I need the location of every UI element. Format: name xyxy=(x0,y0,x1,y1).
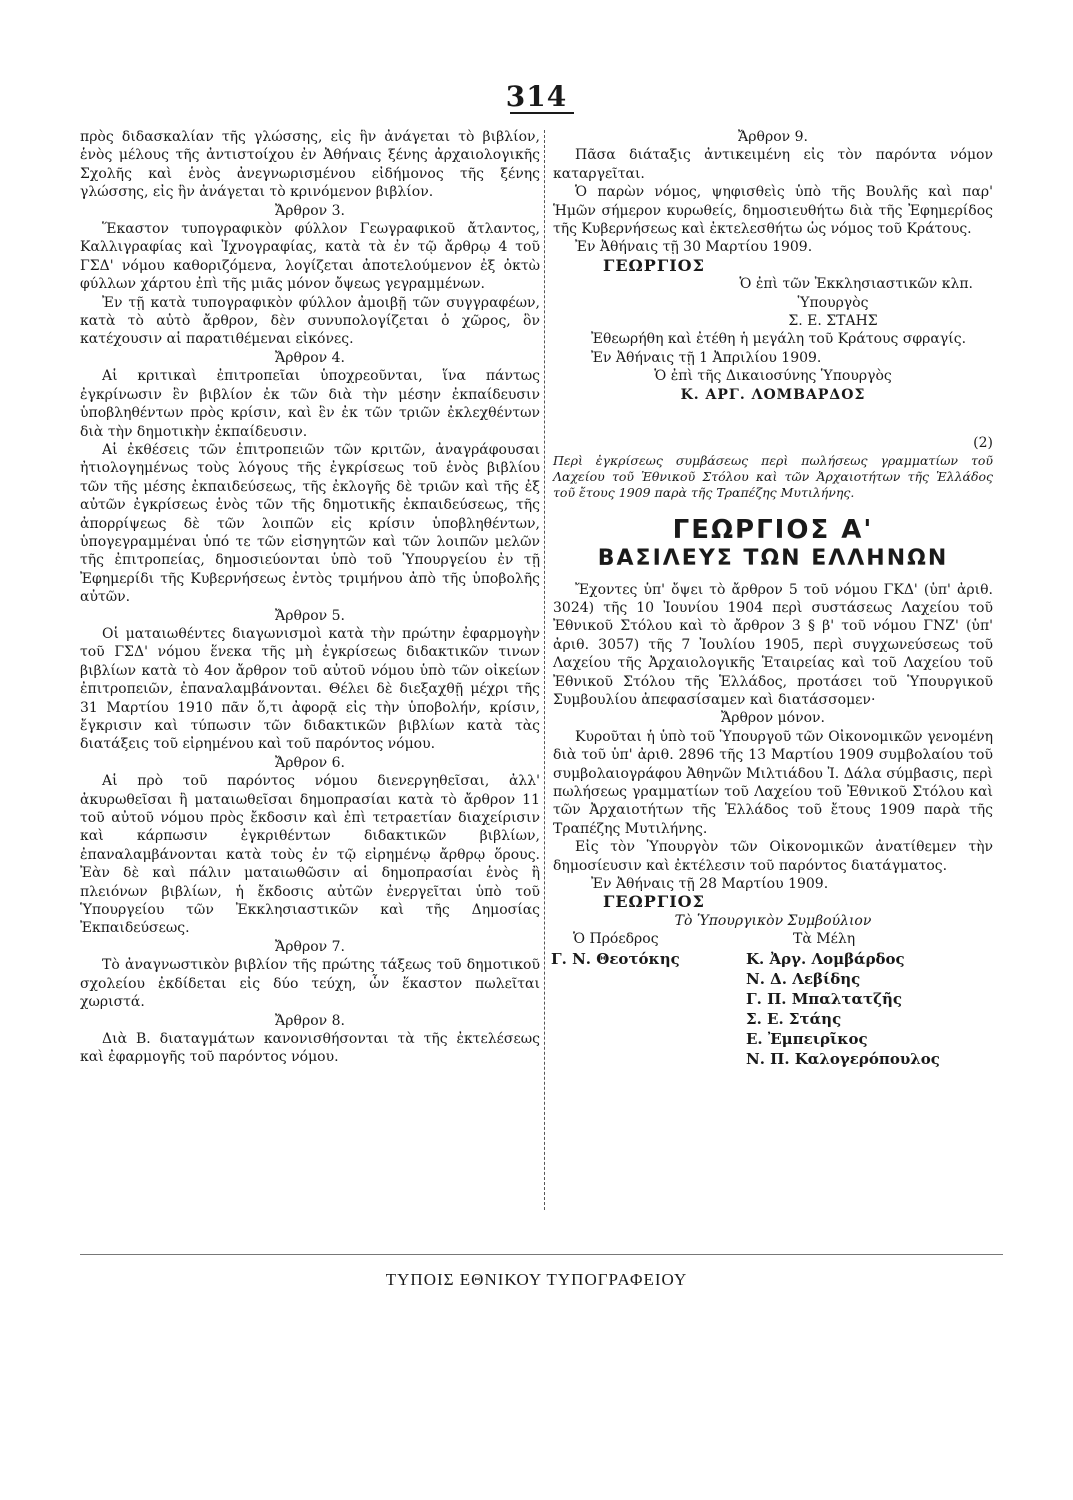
date-line: Ἐν Ἀθήναις τῇ 1 Ἀπριλίου 1909. xyxy=(591,349,822,366)
article-heading: Ἄρθρον 4. xyxy=(275,349,345,366)
member-signature: Ν. Π. Καλογερόπουλος xyxy=(746,1050,940,1069)
member-signature: Κ. Ἀργ. Λομβάρδος xyxy=(746,950,905,969)
king-signature: ΓΕΩΡΓΙΟΣ xyxy=(603,892,705,912)
paragraph: Αἱ ἐκθέσεις τῶν ἐπιτροπειῶν τῶν κριτῶν, ἀναγράφουσαι ἠτιολογημένως τοὺς λόγους τῆς ἐγκρίσεως τοῦ ἑνὸς βιβλίου τῶν τῆς μέσης ἐκπαιδεύσεως, τῆς ἐκλογῆς δὲ τριῶν καὶ τῆς ἐξ αὐτῶν ἐγκρίσεως ἑνὸς τῶν τῆς δημοτικῆς ἐκπαιδεύσεως, τῆς ἀπορρίψεως δὲ τῶν λοιπῶν εἰς κρίσιν ὑποβληθέντων, ὑπογεγραμμέναι ὑπό τε τῶν εἰσηγητῶν καὶ τῶν λοιπῶν μελῶν τῆς ἐπιτροπείας, δημοσιεύονται ὑπὸ τοῦ Ὑπουργείου ἐν τῇ Ἐφημερίδι τῆς Κυβερνήσεως ἐντὸς τριμήνου ἀπὸ τῆς ὑποβολῆς αὐτῶν. xyxy=(80,441,540,606)
king-heading: ΓΕΩΡΓΙΟΣ Α' xyxy=(672,514,874,545)
paragraph: Διὰ Β. διαταγμάτων κανονισθήσονται τὰ τῆς ἐκτελέσεως καὶ ἐφαρμογῆς τοῦ παρόντος νόμου. xyxy=(80,1030,540,1066)
council-labels xyxy=(553,930,993,950)
article-heading: Ἄρθρον 3. xyxy=(275,202,345,219)
member-signature: Σ. Ε. Στάης xyxy=(746,1010,842,1029)
minister-title: Ὁ ἐπὶ τῶν Ἐκκλησιαστικῶν κλπ. xyxy=(739,276,973,293)
president-signature: Γ. Ν. Θεοτόκης xyxy=(551,950,680,969)
council-row xyxy=(553,1050,993,1070)
paragraph: Ὁ παρὼν νόμος, ψηφισθεὶς ὑπὸ τῆς Βουλῆς καὶ παρ' Ἡμῶν σήμερον κυρωθείς, δημοσιευθήτω διὰ τῆς Ἐφημερίδος τῆς Κυβερνήσεως καὶ ἐκτελεσθήτω ὡς νόμος τοῦ Κράτους. xyxy=(553,184,993,238)
article-heading: Ἄρθρον 9. xyxy=(738,129,808,145)
page-number-rule xyxy=(510,112,574,114)
paragraph: Ἔχοντες ὑπ' ὄψει τὸ ἄρθρον 5 τοῦ νόμου ΓΚΔ' (ὑπ' ἀριθ. 3024) τῆς 10 Ἰουνίου 1904 περὶ συστάσεως Λαχείου τοῦ Ἐθνικοῦ Στόλου καὶ τὸ ἄρθρον 3 § β' τοῦ νόμου ΓΝΖ' (ὑπ' ἀριθ. 3057) τῆς 7 Ἰουλίου 1905, περὶ συγχωνεύσεως τοῦ Λαχείου τῆς Ἀρχαιολογικῆς Ἑταιρείας καὶ τοῦ Λαχείου τοῦ Ἐθνικοῦ Στόλου τῆς Ἑλλάδος, προτάσει τοῦ Ὑπουργικοῦ Συμβουλίου ἀπεφασίσαμεν καὶ διατάσσομεν· xyxy=(553,581,993,708)
king-subheading: ΒΑΣΙΛΕΥΣ ΤΩΝ ΕΛΛΗΝΩΝ xyxy=(597,545,949,571)
footer-rule xyxy=(80,1254,1003,1255)
justice-name: Κ. ΑΡΓ. ΛΟΜΒΑΡΔΟΣ xyxy=(680,386,866,403)
section-number: (2) xyxy=(973,435,993,452)
paragraph: Τὸ ἀναγνωστικὸν βιβλίον τῆς πρώτης τάξεως τοῦ δημοτικοῦ σχολείου ἐκδίδεται εἰς δύο τεύχη, ὧν ἕκαστον πωλεῖται χωριστά. xyxy=(80,957,540,1011)
date-line: Ἐν Ἀθήναις τῇ 28 Μαρτίου 1909. xyxy=(591,876,829,892)
president-label: Ὁ Πρόεδρος xyxy=(573,931,659,948)
paragraph: Ἕκαστον τυπογραφικὸν φύλλον Γεωγραφικοῦ ἄτλαντος, Καλλιγραφίας καὶ Ἰχνογραφίας, κατὰ τὰ ἐν τῷ ἄρθρῳ 4 τοῦ ΓΣΔ' νόμου καθοριζόμενα, λογίζεται ἀποτελούμενον ἐξ ὀκτὼ φύλλων χάρτου ἐπὶ τῆς μιᾶς μόνον ὄψεως γεγραμμένων. xyxy=(80,221,540,293)
date-line: Ἐν Ἀθήναις τῇ 30 Μαρτίου 1909. xyxy=(575,239,813,256)
justice-title: Ὁ ἐπὶ τῆς Δικαιοσύνης Ὑπουργὸς xyxy=(654,368,892,385)
king-signature: ΓΕΩΡΓΙΟΣ xyxy=(603,255,705,275)
left-column xyxy=(80,128,540,1067)
member-signature: Ε. Ἐμπειρῖκος xyxy=(746,1030,868,1049)
member-signature: Γ. Π. Μπαλτατζῆς xyxy=(746,990,902,1009)
council-row xyxy=(553,1010,993,1030)
council-row xyxy=(553,1030,993,1050)
minister-label: Ὑπουργὸς xyxy=(797,294,869,311)
article-heading: Ἄρθρον 5. xyxy=(275,607,345,624)
paragraph: Ἐν τῇ κατὰ τυπογραφικὸν φύλλον ἀμοιβῇ τῶν συγγραφέων, κατὰ τὸ αὐτὸ ἄρθρον, δὲν συνυπολογίζεται ὁ χῶρος, ὃν κατέχουσιν αἱ παρατιθέμεναι εἰκόνες. xyxy=(80,294,540,348)
paragraph: Εἰς τὸν Ὑπουργὸν τῶν Οἰκονομικῶν ἀνατίθεμεν τὴν δημοσίευσιν καὶ ἐκτέλεσιν τοῦ παρόντος διατάγματος. xyxy=(553,839,993,874)
paragraph: πρὸς διδασκαλίαν τῆς γλώσσης, εἰς ἣν ἀνάγεται τὸ βιβλίον, ἑνὸς μέλους τῆς ἀντιστοίχου ἐν Ἀθήναις ξένης ἀρχαιολογικῆς Σχολῆς καὶ ἑνὸς ἀνεγνωρισμένου εἰδήμονος τῆς ξένης γλώσσης, εἰς ἣν ἀνάγεται τὸ κρινόμενον βιβλίον. xyxy=(80,129,540,201)
members-label: Τὰ Μέλη xyxy=(793,931,856,948)
article-heading: Ἄρθρον 7. xyxy=(275,938,345,955)
article-heading: Ἄρθρον μόνον. xyxy=(721,710,825,727)
page-number: 314 xyxy=(505,80,568,113)
right-column xyxy=(553,128,993,1070)
paragraph: Αἱ κριτικαὶ ἐπιτροπεῖαι ὑποχρεοῦνται, ἵνα πάντως ἐγκρίνωσιν ἓν βιβλίον ἐκ τῶν διὰ τὴν μέσην ἐκπαίδευσιν ὑποβληθέντων πρὸς κρίσιν, καὶ ἓν ἐκ τῶν τριῶν ἐκλεχθέντων διὰ τὴν δημοτικὴν ἐκπαίδευσιν. xyxy=(80,368,540,440)
decree-subject: Περὶ ἐγκρίσεως συμβάσεως περὶ πωλήσεως γραμματίων τοῦ Λαχείου τοῦ Ἐθνικοῦ Στόλου καὶ τῶν Ἀρχαιοτήτων τῆς Ἑλλάδος τοῦ ἔτους 1909 παρὰ τῆς Τραπέζης Μυτιλήνης. xyxy=(553,452,993,500)
council-row xyxy=(553,990,993,1010)
article-heading: Ἄρθρον 8. xyxy=(275,1012,345,1029)
member-signature: Ν. Δ. Λεβίδης xyxy=(746,970,861,989)
paragraph: Οἱ ματαιωθέντες διαγωνισμοὶ κατὰ τὴν πρώτην ἐφαρμογὴν τοῦ ΓΣΔ' νόμου ἕνεκα τῆς μὴ ἐγκρίσεως διδακτικῶν τινων βιβλίων κατὰ τὸ 4ον ἄρθρον τοῦ αὐτοῦ νόμου ὑπὸ τῶν οἰκείων ἐπιτροπειῶν, ἐπαναλαμβάνονται. Θέλει δὲ διεξαχθῇ μέχρι τῆς 31 Μαρτίου 1910 πᾶν ὅ,τι ἀφορᾷ εἰς τὴν ὑποβολήν, κρίσιν, ἔγκρισιν καὶ τύπωσιν τῶν διδακτικῶν βιβλίων κατὰ τὰς διατάξεις τοῦ εἰρημένου καὶ τοῦ παρόντος νόμου. xyxy=(80,625,540,753)
council-title: Τὸ Ὑπουργικὸν Συμβούλιον xyxy=(674,912,872,929)
paragraph: Αἱ πρὸ τοῦ παρόντος νόμου διενεργηθεῖσαι, ἀλλ' ἀκυρωθεῖσαι ἢ ματαιωθεῖσαι δημοπρασίαι κατὰ τὸ ἄρθρον 11 τοῦ αὐτοῦ νόμου πρὸς ἔκδοσιν καὶ ἐπὶ τετραετίαν διαχείρισιν καὶ κάρπωσιν ἐγκριθέντων διδακτικῶν βιβλίων, ἐπαναλαμβάνονται κατὰ τοὺς ἐν τῷ εἰρημένῳ ἄρθρῳ ὅρους. Ἐὰν δὲ καὶ πάλιν ματαιωθῶσιν αἱ δημοπρασίαι ἑνὸς ἢ πλειόνων βιβλίων, ἡ ἔκδοσις αὐτῶν ἐνεργεῖται ὑπὸ τοῦ Ὑπουργείου τῶν Ἐκκλησιαστικῶν καὶ τῆς Δημοσίας Ἐκπαιδεύσεως. xyxy=(80,773,540,937)
paragraph: Πᾶσα διάταξις ἀντικειμένη εἰς τὸν παρόντα νόμον καταργεῖται. xyxy=(553,147,993,182)
minister-name: Σ. Ε. ΣΤΑΗΣ xyxy=(788,313,878,330)
printer-footer: ΤΥΠΟΙΣ ΕΘΝΙΚΟΥ ΤΥΠΟΓΡΑΦΕΙΟΥ xyxy=(385,1270,688,1289)
seal-line: Ἐθεωρήθη καὶ ἐτέθη ἡ μεγάλη τοῦ Κράτους σφραγίς. xyxy=(591,331,967,348)
paragraph: Κυροῦται ἡ ὑπὸ τοῦ Ὑπουργοῦ τῶν Οἰκονομικῶν γενομένη διὰ τοῦ ὑπ' ἀριθ. 2896 τῆς 13 Μαρτίου 1909 συμβολαίου τοῦ συμβολαιογράφου Ἀθηνῶν Μιλτιάδου Ἰ. Δάλα σύμβασις, περὶ πωλήσεως γραμματίων τοῦ Λαχείου τοῦ Ἐθνικοῦ Στόλου καὶ τῶν Ἀρχαιοτήτων τῆς Ἑλλάδος τοῦ ἔτους 1909 παρὰ τῆς Τραπέζης Μυτιλήνης. xyxy=(553,728,993,837)
council-row xyxy=(553,970,993,990)
council-row xyxy=(553,950,993,970)
article-heading: Ἄρθρον 6. xyxy=(275,754,345,771)
column-divider xyxy=(544,130,545,1210)
